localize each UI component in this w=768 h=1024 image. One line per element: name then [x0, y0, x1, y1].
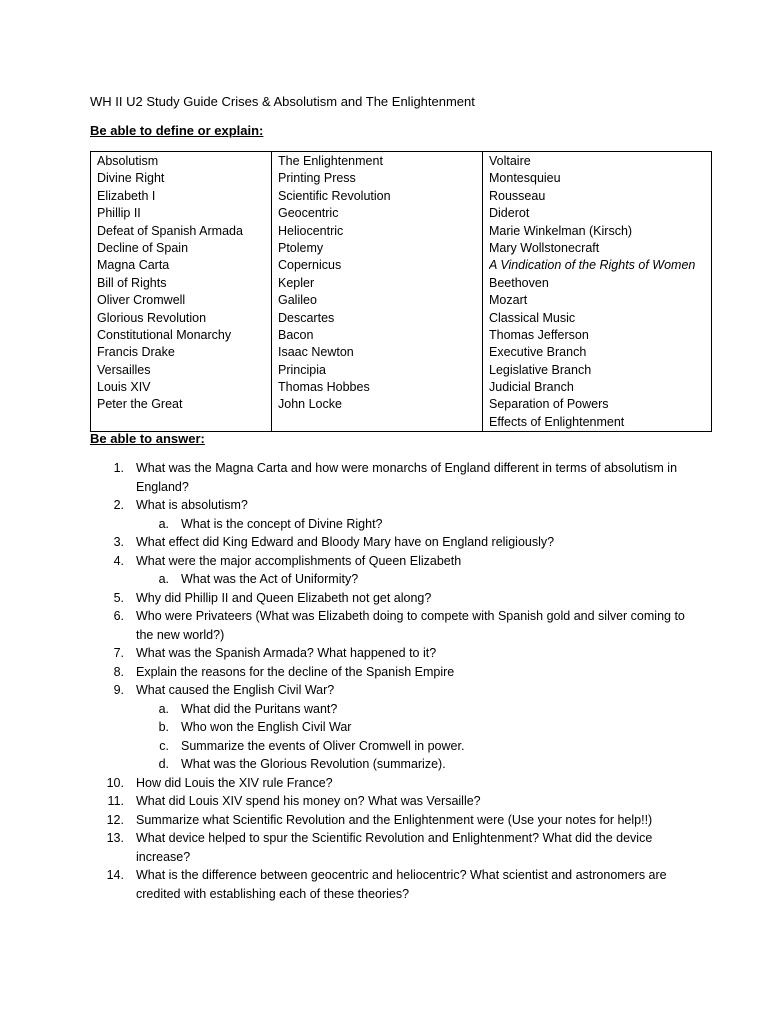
question-text: What were the major accomplishments of Queen Elizabeth — [136, 553, 462, 568]
question-item — [90, 774, 690, 793]
subquestion-letter: d. — [158, 757, 169, 771]
term-item: Principia — [278, 362, 326, 377]
term-item: Galileo — [278, 293, 317, 308]
question-number: 11. — [107, 794, 124, 808]
term-item: Diderot — [489, 206, 530, 221]
term-item: Versailles — [97, 362, 151, 377]
question-item — [90, 589, 690, 608]
subquestion-item — [136, 755, 690, 774]
question-number: 14. — [106, 868, 124, 882]
term-item: Rousseau — [489, 188, 546, 203]
term-item: Peter the Great — [97, 397, 183, 412]
subquestion-letter: a. — [158, 701, 169, 716]
subquestion-list — [136, 570, 690, 589]
term-item: Oliver Cromwell — [97, 293, 186, 308]
term-item: Decline of Spain — [97, 240, 189, 255]
term-item: Executive Branch — [489, 345, 587, 360]
question-text: What effect did King Edward and Bloody Mary have on England religiously? — [136, 535, 555, 549]
term-item: Bacon — [278, 327, 314, 342]
term-item: Louis XIV — [97, 380, 151, 395]
question-number: 2. — [113, 498, 124, 512]
term-item: Beethoven — [489, 275, 549, 290]
subquestion-item — [136, 570, 690, 589]
term-item: Thomas Jefferson — [489, 327, 589, 342]
term-item: Scientific Revolution — [278, 188, 391, 203]
term-item: Glorious Revolution — [97, 310, 207, 325]
term-item: Mary Wollstonecraft — [489, 240, 600, 255]
question-item — [90, 829, 690, 866]
term-item: Judicial Branch — [489, 380, 574, 395]
question-number: 5. — [113, 590, 124, 605]
questions-list — [90, 459, 690, 903]
question-number: 4. — [113, 553, 124, 568]
term-item: The Enlightenment — [278, 154, 383, 168]
term-item: Constitutional Monarchy — [97, 327, 232, 342]
term-item: Separation of Powers — [489, 397, 609, 412]
subquestion-letter: a. — [158, 572, 169, 586]
question-text: How did Louis the XIV rule France? — [136, 775, 333, 790]
question-item — [90, 811, 690, 830]
subquestion-item — [136, 700, 690, 719]
answer-heading: Be able to answer: — [90, 431, 205, 446]
term-item: Francis Drake — [97, 345, 175, 360]
terms-column-1 — [91, 152, 272, 432]
question-item — [90, 681, 690, 774]
subquestion-text: What was the Glorious Revolution (summarize). — [181, 757, 446, 771]
term-item: Printing Press — [278, 171, 356, 186]
term-item: Effects of Enlightenment — [489, 414, 625, 429]
term-item: Copernicus — [278, 258, 342, 273]
question-text: What caused the English Civil War? — [136, 683, 335, 697]
term-item: Mozart — [489, 293, 528, 308]
question-number: 9. — [113, 683, 124, 697]
question-text: What did Louis XIV spend his money on? What was Versaille? — [136, 794, 481, 808]
document-title: WH II U2 Study Guide Crises & Absolutism and The Enlightenment — [90, 94, 475, 109]
term-item: Divine Right — [97, 171, 165, 186]
terms-column-2 — [272, 152, 483, 432]
question-item — [90, 533, 690, 552]
question-item — [90, 459, 690, 496]
subquestion-letter: b. — [158, 720, 169, 734]
term-item: Marie Winkelman (Kirsch) — [489, 223, 633, 238]
term-item: Classical Music — [489, 310, 576, 325]
term-item: Thomas Hobbes — [278, 380, 370, 395]
term-item: Geocentric — [278, 206, 339, 221]
subquestion-list — [136, 515, 690, 534]
term-item: Phillip II — [97, 206, 141, 221]
subquestion-text: What did the Puritans want? — [181, 701, 338, 716]
question-text: What device helped to spur the Scientific Revolution and Enlightenment? What did the device increase? — [136, 831, 653, 864]
question-number: 1. — [113, 461, 124, 475]
term-item: Defeat of Spanish Armada — [97, 223, 243, 238]
term-item: Elizabeth I — [97, 188, 156, 203]
subquestion-letter: a. — [158, 516, 169, 531]
subquestion-text: Who won the English Civil War — [181, 720, 352, 734]
question-item — [90, 792, 690, 811]
term-item: Magna Carta — [97, 258, 170, 273]
question-text: Who were Privateers (What was Elizabeth doing to compete with Spanish gold and silver coming to the new world?) — [136, 609, 685, 642]
question-text: What is the difference between geocentric and heliocentric? What scientist and astronomers are credited with establishing each of these theories? — [136, 868, 667, 901]
question-item — [90, 607, 690, 644]
term-item: Legislative Branch — [489, 362, 592, 377]
question-number: 13. — [106, 831, 124, 845]
question-text: What is absolutism? — [136, 498, 248, 512]
question-text: Why did Phillip II and Queen Elizabeth not get along? — [136, 590, 432, 605]
define-heading: Be able to define or explain: — [90, 123, 264, 138]
term-item: Isaac Newton — [278, 345, 354, 360]
term-item: A Vindication of the Rights of Women — [489, 258, 696, 273]
subquestion-item — [136, 718, 690, 737]
term-item: Absolutism — [97, 154, 159, 168]
question-number: 8. — [113, 664, 124, 679]
subquestion-text: Summarize the events of Oliver Cromwell in power. — [181, 738, 465, 753]
subquestion-text: What was the Act of Uniformity? — [181, 572, 359, 586]
question-number: 10. — [106, 775, 124, 790]
question-item — [90, 663, 690, 682]
question-number: 7. — [113, 646, 124, 660]
subquestion-text: What is the concept of Divine Right? — [181, 516, 383, 531]
question-number: 12. — [106, 812, 124, 827]
subquestion-list — [136, 700, 690, 774]
term-item: Ptolemy — [278, 240, 324, 255]
question-text: Explain the reasons for the decline of the Spanish Empire — [136, 664, 455, 679]
terms-table — [90, 151, 712, 432]
question-text: Summarize what Scientific Revolution and the Enlightenment were (Use your notes for help!!) — [136, 812, 653, 827]
subquestion-item — [136, 737, 690, 756]
question-item — [90, 644, 690, 663]
term-item: Voltaire — [489, 154, 531, 168]
question-text: What was the Magna Carta and how were monarchs of England different in terms of absolutism in England? — [136, 461, 678, 494]
terms-column-3 — [483, 152, 712, 432]
question-item — [90, 496, 690, 533]
subquestion-letter: c. — [159, 738, 169, 753]
question-number: 3. — [113, 535, 124, 549]
question-number: 6. — [113, 609, 124, 623]
question-item — [90, 552, 690, 589]
term-item: John Locke — [278, 397, 342, 412]
term-item: Heliocentric — [278, 223, 344, 238]
subquestion-item — [136, 515, 690, 534]
term-item: Bill of Rights — [97, 275, 167, 290]
term-item: Kepler — [278, 275, 315, 290]
term-item: Descartes — [278, 310, 335, 325]
term-item: Montesquieu — [489, 171, 561, 186]
question-text: What was the Spanish Armada? What happened to it? — [136, 646, 437, 660]
question-item — [90, 866, 690, 903]
